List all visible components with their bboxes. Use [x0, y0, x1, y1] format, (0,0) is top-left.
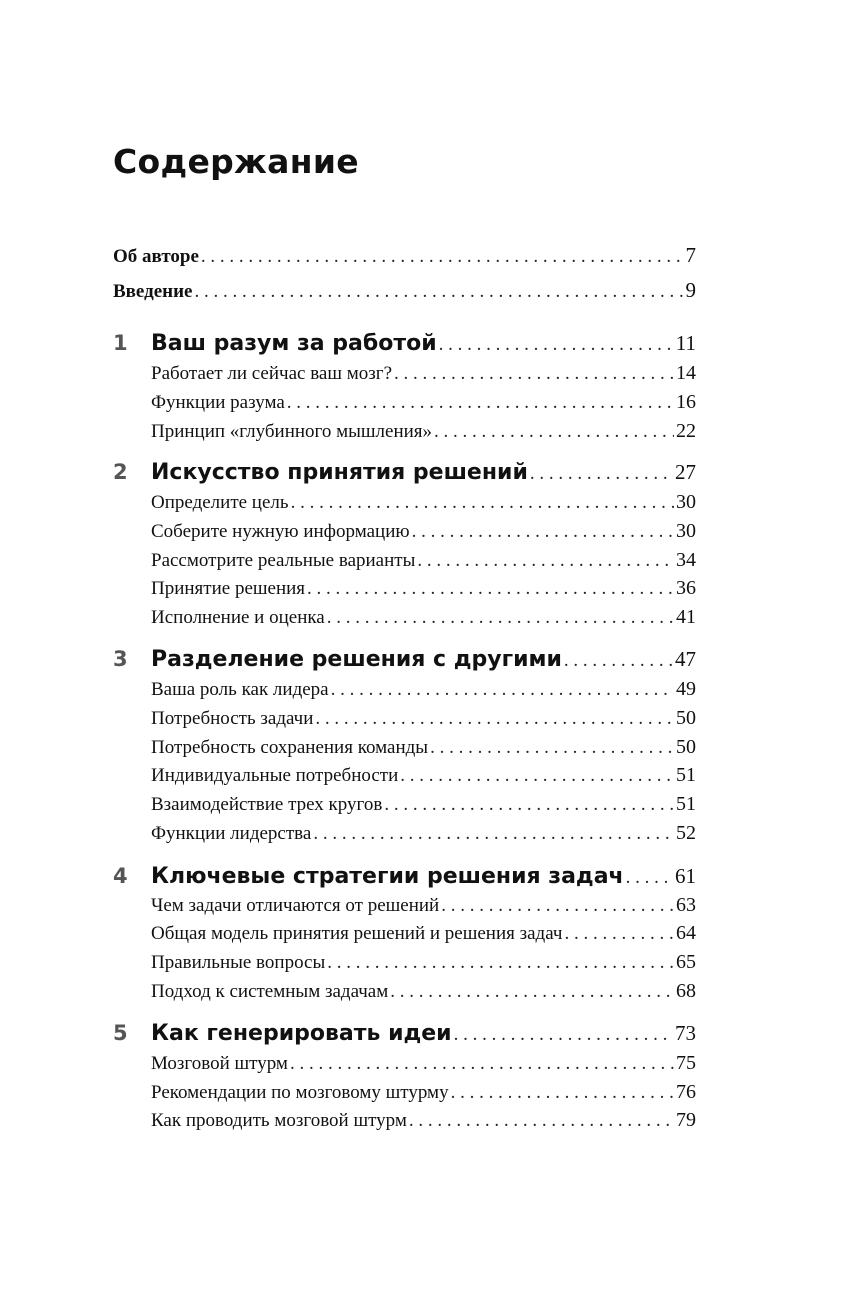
leader-dots: [201, 246, 684, 268]
toc-page-number: 61: [675, 864, 696, 888]
leader-dots: [287, 392, 674, 414]
toc-section[interactable]: [151, 391, 696, 421]
toc-section[interactable]: [151, 764, 696, 794]
toc-page-number: 34: [676, 549, 696, 571]
section-title: Потребность сохранения команды: [151, 737, 429, 758]
toc-page-number: 49: [676, 678, 696, 700]
chapter-title: Искусство принятия решений: [151, 460, 528, 485]
toc-section[interactable]: [151, 520, 696, 550]
toc-chapter-5[interactable]: [113, 1021, 696, 1051]
toc-entry-about-author[interactable]: [113, 243, 696, 273]
toc-section[interactable]: [151, 793, 696, 823]
leader-dots: [394, 363, 674, 385]
section-title: Работает ли сейчас ваш мозг?: [151, 363, 392, 384]
toc-chapter-2[interactable]: [113, 460, 696, 490]
section-title: Функции лидерства: [151, 823, 312, 844]
section-title: Принятие решения: [151, 578, 306, 599]
toc-page-number: 64: [676, 922, 696, 944]
toc-page-number: 36: [676, 577, 696, 599]
toc-page-number: 22: [676, 420, 696, 442]
section-title: Общая модель принятия решений и решения задач: [151, 923, 563, 944]
leader-dots: [390, 981, 674, 1003]
leader-dots: [439, 334, 674, 356]
leader-dots: [327, 952, 674, 974]
section-title: Соберите нужную информацию: [151, 521, 410, 542]
toc-section[interactable]: [151, 577, 696, 607]
toc-section[interactable]: [151, 980, 696, 1010]
toc-section[interactable]: [151, 606, 696, 636]
leader-dots: [451, 1082, 674, 1104]
chapter-title: Ваш разум за работой: [151, 331, 437, 356]
toc-page-number: 75: [676, 1052, 696, 1074]
section-title: Функции разума: [151, 392, 285, 413]
toc-section[interactable]: [151, 922, 696, 952]
toc-section[interactable]: [151, 951, 696, 981]
toc-section[interactable]: [151, 1109, 696, 1139]
toc-page-number: 9: [685, 278, 696, 302]
toc-chapter-3[interactable]: [113, 647, 696, 677]
toc-section[interactable]: [151, 549, 696, 579]
leader-dots: [315, 708, 674, 730]
toc-page-number: 47: [675, 647, 696, 671]
toc-page-number: 79: [676, 1109, 696, 1131]
leader-dots: [195, 281, 684, 303]
toc-section[interactable]: [151, 822, 696, 852]
leader-dots: [430, 737, 674, 759]
toc-section[interactable]: [151, 894, 696, 924]
toc-section[interactable]: [151, 1081, 696, 1111]
toc-page-number: 30: [676, 520, 696, 542]
section-title: Потребность задачи: [151, 708, 314, 729]
toc-section[interactable]: [151, 678, 696, 708]
chapter-number: 2: [113, 460, 128, 484]
chapter-number: 1: [113, 331, 128, 355]
chapter-title: Разделение решения с другими: [151, 647, 562, 672]
page-title: Содержание: [113, 142, 359, 181]
chapter-number: 3: [113, 647, 128, 671]
toc-page-number: 14: [676, 362, 696, 384]
toc-page-number: 51: [676, 793, 696, 815]
leader-dots: [384, 794, 674, 816]
leader-dots: [291, 492, 674, 514]
leader-dots: [564, 650, 673, 672]
section-title: Индивидуальные потребности: [151, 765, 399, 786]
section-title: Ваша роль как лидера: [151, 679, 329, 700]
toc-entry-label: Об авторе: [113, 246, 199, 267]
leader-dots: [313, 823, 674, 845]
section-title: Определите цель: [151, 492, 289, 513]
leader-dots: [331, 679, 674, 701]
toc-section[interactable]: [151, 491, 696, 521]
leader-dots: [417, 550, 674, 572]
toc-page-number: 30: [676, 491, 696, 513]
toc-page-number: 65: [676, 951, 696, 973]
chapter-title: Как генерировать идеи: [151, 1021, 452, 1046]
leader-dots: [530, 463, 673, 485]
toc-entry-label: Введение: [113, 281, 193, 302]
leader-dots: [409, 1110, 674, 1132]
toc-page-number: 7: [685, 243, 696, 267]
toc-section[interactable]: [151, 707, 696, 737]
section-title: Как проводить мозговой штурм: [151, 1110, 407, 1131]
toc-page-number: 52: [676, 822, 696, 844]
toc-page-number: 11: [675, 331, 696, 355]
leader-dots: [441, 895, 674, 917]
toc-page-number: 68: [676, 980, 696, 1002]
toc-page-number: 41: [676, 606, 696, 628]
leader-dots: [327, 607, 674, 629]
leader-dots: [454, 1024, 673, 1046]
leader-dots: [400, 765, 674, 787]
toc-entry-introduction[interactable]: [113, 278, 696, 308]
chapter-number: 4: [113, 864, 128, 888]
section-title: Рассмотрите реальные варианты: [151, 550, 416, 571]
leader-dots: [434, 421, 674, 443]
leader-dots: [564, 923, 674, 945]
section-title: Подход к системным задачам: [151, 981, 389, 1002]
toc-page-number: 50: [676, 707, 696, 729]
toc-page-number: 76: [676, 1081, 696, 1103]
section-title: Рекомендации по мозговому штурму: [151, 1082, 449, 1103]
toc-chapter-1[interactable]: [113, 331, 696, 361]
leader-dots: [307, 578, 674, 600]
toc-section[interactable]: [151, 420, 696, 450]
toc-section[interactable]: [151, 736, 696, 766]
toc-page-number: 16: [676, 391, 696, 413]
section-title: Исполнение и оценка: [151, 607, 325, 628]
toc-page-number: 73: [675, 1021, 696, 1045]
section-title: Мозговой штурм: [151, 1053, 288, 1074]
toc-page-number: 63: [676, 894, 696, 916]
section-title: Взаимодействие трех кругов: [151, 794, 383, 815]
section-title: Правильные вопросы: [151, 952, 326, 973]
section-title: Принцип «глубинного мышления»: [151, 421, 433, 442]
leader-dots: [290, 1053, 674, 1075]
toc-page-number: 50: [676, 736, 696, 758]
toc-page-number: 27: [675, 460, 696, 484]
toc-section[interactable]: [151, 362, 696, 392]
toc-page-number: 51: [676, 764, 696, 786]
chapter-title: Ключевые стратегии решения задач: [151, 864, 624, 889]
leader-dots: [412, 521, 674, 543]
chapter-number: 5: [113, 1021, 128, 1045]
leader-dots: [626, 867, 673, 889]
section-title: Чем задачи отличаются от решений: [151, 895, 440, 916]
toc-section[interactable]: [151, 1052, 696, 1082]
toc-chapter-4[interactable]: [113, 864, 696, 894]
